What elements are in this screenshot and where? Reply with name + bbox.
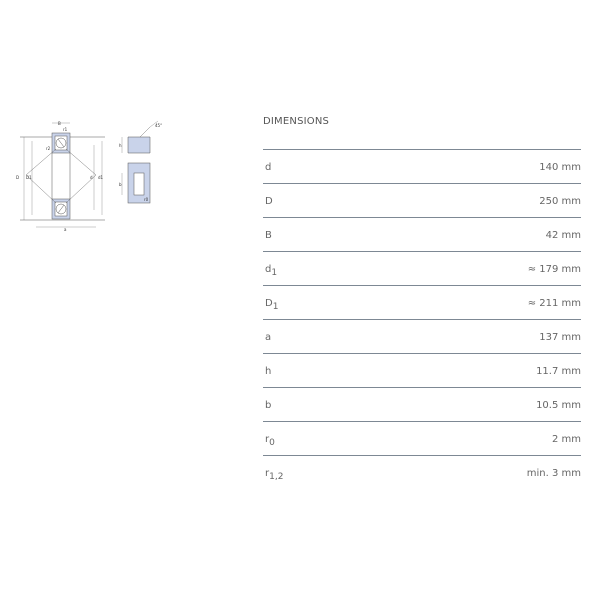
dimension-symbol-main: r — [265, 434, 270, 445]
dimension-row — [263, 456, 581, 490]
dimension-symbol-subscript: 0 — [269, 438, 275, 448]
dimension-value: ≈ 211 mm — [527, 298, 581, 309]
dim-label-d: d — [90, 175, 93, 180]
dim-label-a: a — [64, 227, 67, 232]
dimension-row — [263, 252, 581, 286]
dimension-value: 137 mm — [539, 332, 581, 343]
dimension-value: 10.5 mm — [536, 400, 581, 411]
dimension-symbol-main: r — [265, 468, 270, 479]
dimension-value: 42 mm — [545, 230, 581, 241]
dim-label-d1: d1 — [98, 175, 104, 180]
dim-label-r1: r1 — [63, 127, 68, 132]
dimension-symbol — [265, 196, 273, 207]
bearing-dimension-drawing — [10, 115, 180, 240]
dimension-symbol-subscript: 1,2 — [269, 472, 284, 482]
dimension-row — [263, 354, 581, 388]
dim-label-r2: r2 — [46, 146, 51, 151]
dimension-value: 2 mm — [551, 434, 581, 445]
dimension-symbol-main: D — [265, 298, 273, 309]
dimension-value: 140 mm — [539, 162, 581, 173]
bearing-cross-section-svg — [10, 115, 180, 240]
dimension-value: ≈ 179 mm — [527, 264, 581, 275]
dimension-symbol-subscript: 1 — [271, 268, 278, 278]
dimension-symbol — [265, 264, 277, 278]
dimension-symbol-main: a — [265, 332, 272, 343]
dimension-symbol — [265, 162, 271, 173]
dimension-symbol — [265, 400, 271, 411]
dimension-row — [263, 286, 581, 320]
dimension-symbol-main: D — [265, 196, 273, 207]
dimension-symbol-main: d — [265, 162, 272, 173]
dimensions-table — [263, 110, 581, 490]
dimension-symbol-main: B — [265, 230, 272, 241]
dim-label-h: h — [119, 143, 122, 148]
dimension-row — [263, 422, 581, 456]
dimension-row — [263, 150, 581, 184]
dimension-value: 250 mm — [539, 196, 581, 207]
dimension-symbol-main: d — [265, 264, 272, 275]
dimension-symbol — [265, 332, 271, 343]
dimension-row — [263, 218, 581, 252]
dimension-value: min. 3 mm — [526, 468, 581, 479]
dim-label-angle: 45° — [155, 123, 163, 128]
dimension-symbol-main: h — [265, 366, 272, 377]
dimension-symbol — [265, 468, 283, 482]
dim-label-D: D — [16, 175, 20, 180]
dimension-row — [263, 388, 581, 422]
dim-label-r0: r0 — [144, 197, 149, 202]
dimension-symbol — [265, 298, 278, 312]
dimension-row — [263, 320, 581, 354]
dimension-symbol — [265, 434, 275, 448]
dimensions-rows — [263, 150, 581, 490]
dimension-symbol — [265, 230, 272, 241]
dimension-symbol — [265, 366, 271, 377]
dimension-value: 11.7 mm — [536, 366, 581, 377]
dimension-row — [263, 184, 581, 218]
dimension-symbol-main: b — [265, 400, 272, 411]
dim-label-b: b — [119, 182, 122, 187]
dimensions-title: DIMENSIONS — [263, 110, 581, 150]
dim-label-D1: D1 — [26, 175, 32, 180]
dimension-symbol-subscript: 1 — [272, 302, 279, 312]
dim-label-B: B — [58, 121, 61, 126]
